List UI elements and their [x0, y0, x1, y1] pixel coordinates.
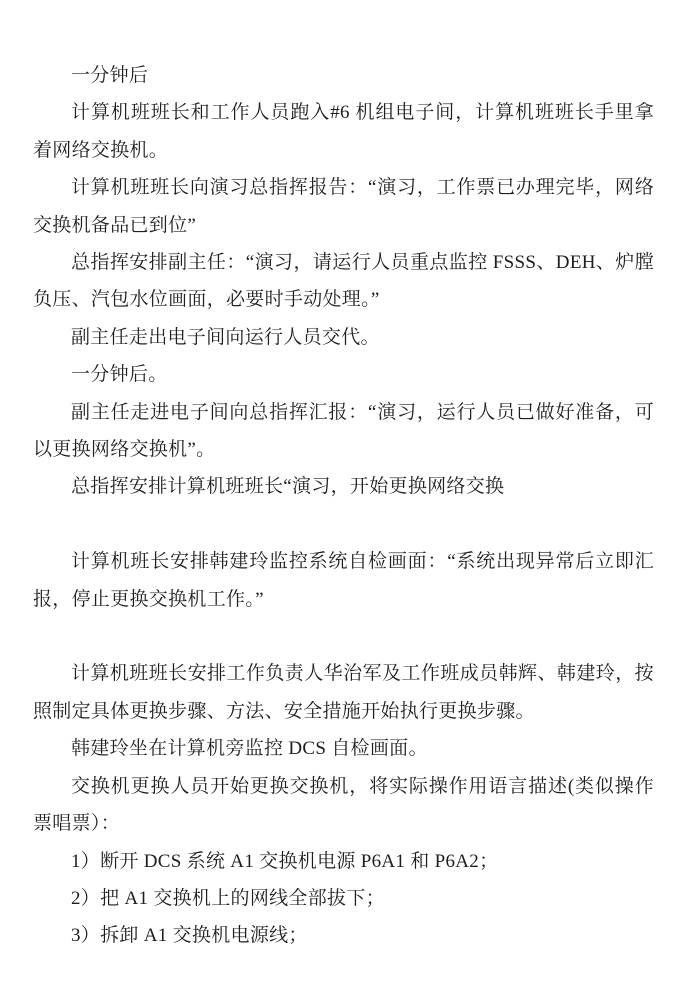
step-1-disconnect-power: 1）断开 DCS 系统 A1 交换机电源 P6A1 和 P6A2； [71, 850, 499, 872]
step-2-unplug-cables: 2）把 A1 交换机上的网线全部拔下； [71, 887, 385, 909]
paragraph-enter-electronics-room: 计算机班班长和工作人员跑入#6 机组电子间，计算机班班长手里拿着网络交换机。 [33, 102, 654, 161]
paragraph-start-replacement-order: 总指挥安排计算机班班长“演习，开始更换网络交换 [71, 476, 505, 498]
paragraph-deputy-director-brief: 副主任走出电子间向运行人员交代。 [71, 326, 380, 348]
paragraph-chief-director-instruction: 总指挥安排副主任：“演习，请运行人员重点监控 FSSS、DEH、炉膛负压、汽包水位画面，必要时手动处理。” [33, 252, 654, 311]
paragraph-monitor-selfcheck-order: 计算机班长安排韩建玲监控系统自检画面：“系统出现异常后立即汇报，停止更换交换机工作。” [33, 551, 654, 610]
document-body [33, 57, 654, 955]
step-3-remove-power-cord: 3）拆卸 A1 交换机电源线； [71, 925, 308, 947]
paragraph-one-minute-later-2: 一分钟后。 [71, 364, 168, 386]
paragraph-monitor-dcs-screen: 韩建玲坐在计算机旁监控 DCS 自检画面。 [71, 738, 428, 760]
paragraph-one-minute-later: 一分钟后 [71, 65, 149, 86]
paragraph-work-team-assignment: 计算机班班长安排工作负责人华治军及工作班成员韩辉、韩建玲，按照制定具体更换步骤、方法、安全措施开始执行更换步骤。 [33, 663, 654, 722]
blank-line [33, 618, 654, 655]
paragraph-report-to-chief-director: 计算机班班长向演习总指挥报告：“演习，工作票已办理完毕，网络交换机备品已到位” [33, 177, 654, 236]
blank-line [33, 506, 654, 543]
paragraph-deputy-director-report: 副主任走进电子间向总指挥汇报：“演习，运行人员已做好准备，可以更换网络交换机”。 [33, 401, 654, 461]
paragraph-replacement-narration: 交换机更换人员开始更换交换机，将实际操作用语言描述(类似操作票唱票）： [33, 775, 654, 835]
